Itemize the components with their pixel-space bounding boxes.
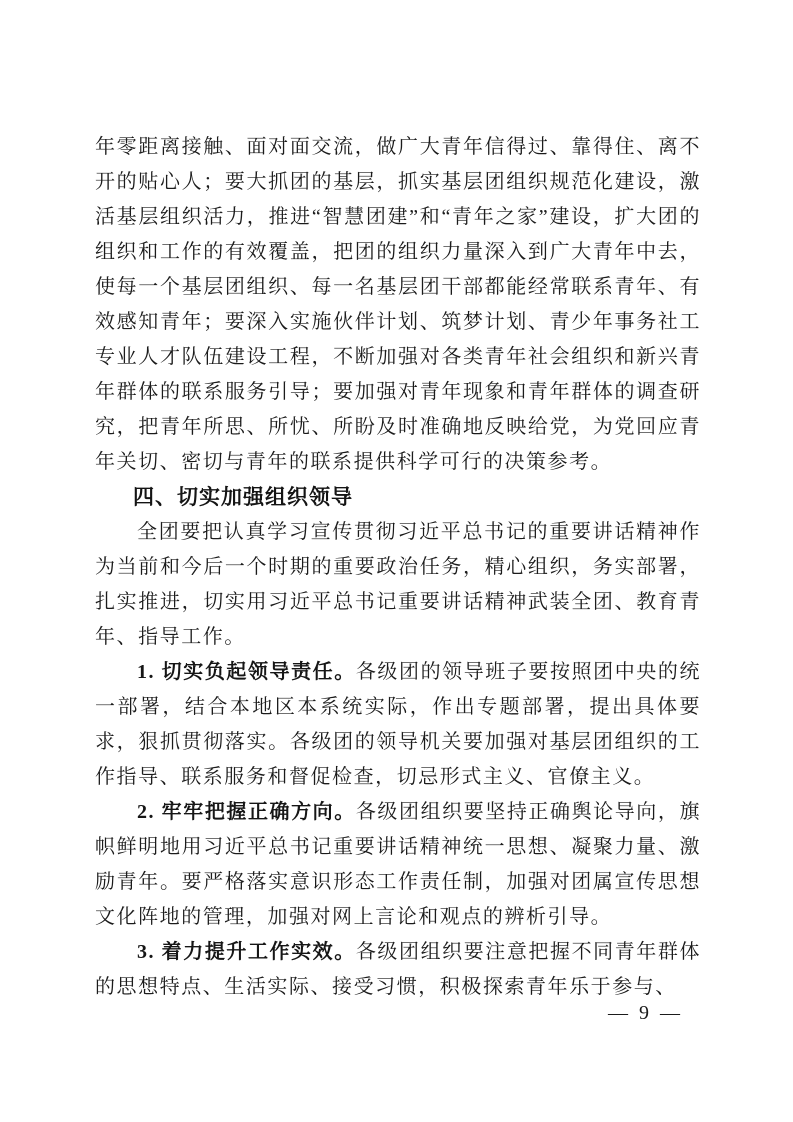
paragraph-continuation: 年零距离接触、面对面交流，做广大青年信得过、靠得住、离不开的贴心人；要大抓团的基层，抓实基层团组织规范化建设，激活基层组织活力，推进“智慧团建”和“青年之家”建设，扩大团的组织和工作的有效覆盖，把团的组织力量深入到广大青年中去，使每一个基层团组织、每一名基层团干部都能经常联系青年、有效感知青年；要深入实施伙伴计划、筑梦计划、青少年事务社工专业人才队伍建设工程，不断加强对各类青年社会组织和新兴青年群体的联系服务引导；要加强对青年现象和青年群体的调查研究，把青年所思、所忧、所盼及时准确地反映给党，为党回应青年关切、密切与青年的联系提供科学可行的决策参考。 [95,136,701,473]
numbered-item-lead: 2. 牢牢把握正确方向。 [137,801,356,823]
numbered-item-text: 各级团的领导班子要按照团中央的统一部署，结合本地区本系统实际，作出专题部署，提出具体要求，狠抓贯彻落实。各级团的领导机关要加强对基层团组织的工作指导、联系服务和督促检查，切忌形式主义、官僚主义。 [95,661,701,788]
page-number: — 9 — [608,1002,683,1024]
document-content [95,130,701,1005]
section-heading: 四、切实加强组织领导 [133,486,353,509]
numbered-item-lead: 1. 切实负起领导责任。 [137,661,356,683]
numbered-item-text: 各级团组织要注意把握不同青年群体的思想特点、生活实际、接受习惯，积极探索青年乐于参与、 [95,941,701,998]
numbered-paragraph [95,795,701,935]
numbered-item-lead: 3. 着力提升工作实效。 [137,941,356,963]
paragraph: 全团要把认真学习宣传贯彻习近平总书记的重要讲话精神作为当前和今后一个时期的重要政治任务，精心组织，务实部署，扎实推进，切实用习近平总书记重要讲话精神武装全团、教育青年、指导工作。 [95,521,701,648]
numbered-paragraph [95,655,701,795]
numbered-paragraph [95,935,701,1005]
numbered-item-text: 各级团组织要坚持正确舆论导向，旗帜鲜明地用习近平总书记重要讲话精神统一思想、凝聚力量、激励青年。要严格落实意识形态工作责任制，加强对团属宣传思想文化阵地的管理，加强对网上言论和观点的辨析引导。 [95,801,701,928]
